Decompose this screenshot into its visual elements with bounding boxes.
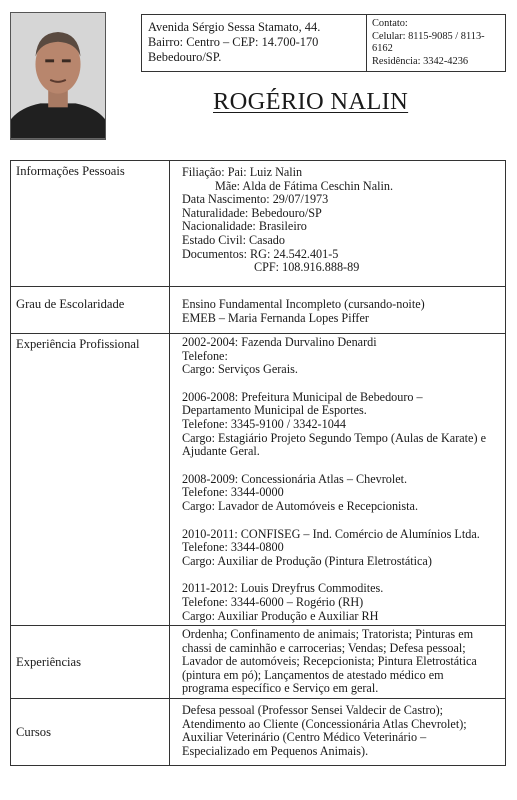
info-line: Mãe: Alda de Fátima Ceschin Nalin. (215, 178, 394, 193)
contact-box (367, 14, 506, 72)
job-entry (182, 528, 501, 569)
info-line: Ordenha; Confinamento de animais; Tratorista; Pinturas em (182, 627, 474, 642)
section-label: Grau de Escolaridade (11, 287, 170, 334)
experiences-row (11, 626, 506, 699)
personal-info-content (170, 161, 506, 287)
info-line: Estado Civil: Casado (182, 232, 285, 247)
contact-line: Residência: 3342-4236 (372, 55, 469, 67)
job-employer: 2002-2004: Fazenda Durvalino Denardi (182, 335, 377, 349)
job-entry (182, 473, 501, 514)
contact-line: 6162 (372, 43, 393, 54)
job-employer: 2008-2009: Concessionária Atlas – Chevrolet. (182, 471, 408, 486)
section-label: Experiências (11, 626, 170, 699)
info-line: Filiação: Pai: Luiz Nalin (182, 165, 303, 179)
section-label: Cursos (11, 699, 170, 766)
job-role: Cargo: Estagiário Projeto Segundo Tempo (Aulas de Karate) e (182, 430, 486, 445)
job-role: Cargo: Auxiliar de Produção (Pintura Eletrostática) (182, 553, 432, 568)
job-phone: Telefone: 3344-0800 (182, 540, 284, 555)
job-employer: 2011-2012: Louis Dreyfrus Commodites. (182, 581, 384, 596)
info-line: Naturalidade: Bebedouro/SP (182, 205, 322, 220)
job-employer-cont: Departamento Municipal de Esportes. (182, 403, 367, 418)
education-content (170, 287, 506, 334)
info-line: Auxiliar Veterinário (Centro Médico Veterinário – (182, 730, 427, 745)
job-entry (182, 336, 501, 377)
section-label: Informações Pessoais (11, 161, 170, 287)
info-line: Nacionalidade: Brasileiro (182, 219, 307, 234)
candidate-name: ROGÉRIO NALIN (213, 88, 409, 115)
person-portrait-icon (11, 13, 105, 139)
job-phone: Telefone: 3344-6000 – Rogério (RH) (182, 594, 364, 609)
job-role: Cargo: Serviços Gerais. (182, 362, 298, 377)
contact-line: Contato: (372, 18, 408, 29)
profile-photo (10, 12, 106, 140)
info-line: Defesa pessoal (Professor Sensei Valdecir de Castro); (182, 703, 444, 718)
info-line: Atendimento ao Cliente (Concessionária Atlas Chevrolet); (182, 716, 467, 731)
courses-content (170, 699, 506, 766)
info-line: Data Nascimento: 29/07/1973 (182, 192, 329, 207)
info-line: programa específico e Serviço em geral. (182, 681, 379, 696)
job-employer: 2006-2008: Prefeitura Municipal de Bebedouro – (182, 389, 423, 404)
professional-experience-content (170, 334, 506, 626)
professional-experience-row (11, 334, 506, 626)
job-entry (182, 582, 501, 623)
info-line: EMEB – Maria Fernanda Lopes Piffer (182, 310, 369, 325)
section-label: Experiência Profissional (11, 334, 170, 626)
job-phone: Telefone: 3345-9100 / 3342-1044 (182, 416, 346, 431)
address-line: Bairro: Centro – CEP: 14.700-170 (148, 35, 319, 49)
contact-line: Celular: 8115-9085 / 8113- (372, 30, 485, 42)
job-phone: Telefone: 3344-0000 (182, 485, 284, 500)
job-role: Cargo: Auxiliar Produção e Auxiliar RH (182, 608, 379, 623)
info-line: (pintura em pó); Lançamentos de atestado médico em (182, 667, 444, 682)
info-line: CPF: 108.916.888-89 (254, 260, 360, 275)
job-employer: 2010-2011: CONFISEG – Ind. Comércio de Alumínios Ltda. (182, 526, 480, 541)
personal-info-row (11, 161, 506, 287)
address-line: Bebedouro/SP. (148, 50, 222, 64)
job-role-cont: Ajudante Geral. (182, 444, 260, 459)
resume-table (10, 160, 506, 766)
education-row (11, 287, 506, 334)
job-phone: Telefone: (182, 348, 228, 363)
info-line: chassi de caminhão e carrocerias; Vendas; Defesa pessoal; (182, 640, 466, 655)
info-line: Especializado em Pequenos Animais). (182, 743, 369, 758)
job-role: Cargo: Lavador de Automóveis e Recepcionista. (182, 498, 419, 513)
info-line: Documentos: RG: 24.542.401-5 (182, 246, 339, 261)
experiences-content (170, 626, 506, 699)
address-box (141, 14, 367, 72)
info-line: Ensino Fundamental Incompleto (cursando-noite) (182, 297, 425, 311)
info-line: Lavador de automóveis; Recepcionista; Pintura Eletrostática (182, 654, 477, 669)
address-line: Avenida Sérgio Sessa Stamato, 44. (148, 20, 321, 34)
job-entry (182, 391, 501, 459)
courses-row (11, 699, 506, 766)
